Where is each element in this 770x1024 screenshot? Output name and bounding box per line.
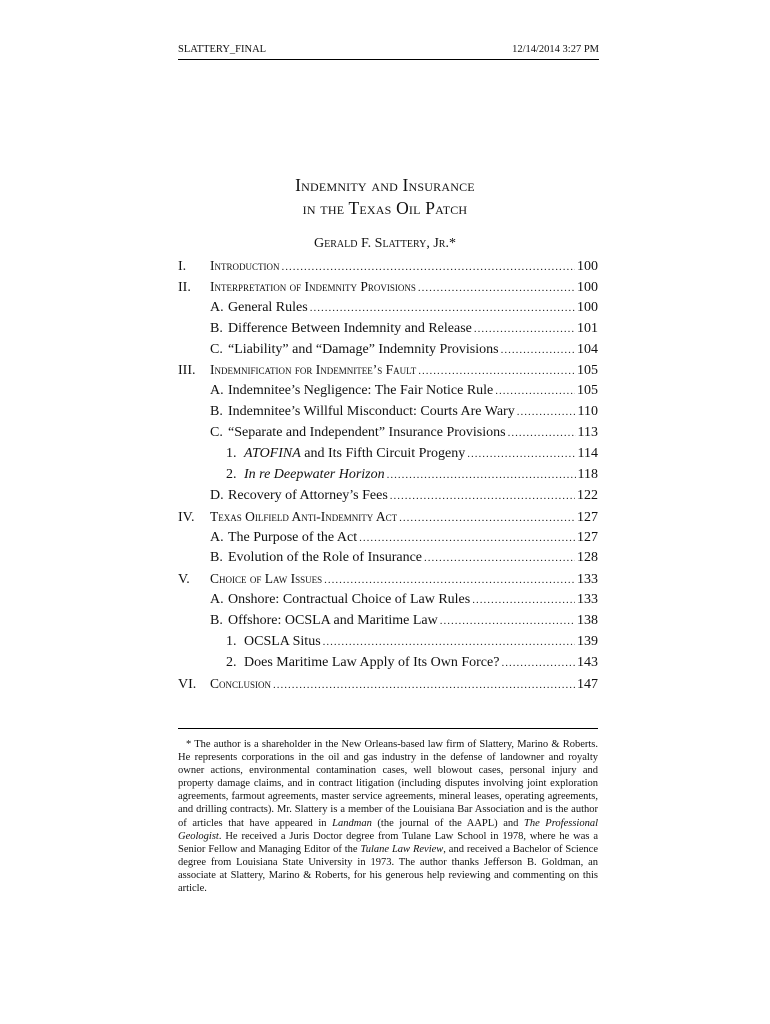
toc-leader-dots [508,427,576,439]
toc-entry-page: 118 [577,466,598,482]
toc-entry [178,530,598,551]
footnote-text-1: * The author is a shareholder in the New Orleans-based law firm of Slattery, Marino & Roberts. He represents corporations in the oil and gas industry in the defense of landowner and royalty owner actions, environmental contamination cases, well blowout cases, personal injury and property damage claims, and in contract litigation (including disputes involving joint exploration agreements, farmout agreements, master service agreements, mineral leases, operating agreements, and drilling contracts). Mr. Slattery is a member of the Louisiana Bar Association and is the author of articles that have appeared in [178,739,598,829]
toc-entry [178,258,598,279]
toc-entry-number: 1. [226,634,237,650]
toc-entry-label: Onshore: Contractual Choice of Law Rules [228,592,471,608]
running-header [178,44,599,60]
toc-leader-dots [501,657,575,669]
toc-entry-page: 104 [577,341,598,357]
toc-leader-dots [310,302,575,314]
toc-entry-label-rest: and Its Fifth Circuit Progeny [300,446,466,462]
toc-entry-number: B. [210,404,223,420]
toc-entry-number: 2. [226,654,237,670]
toc-leader-dots [467,448,575,460]
toc-entry [178,342,598,363]
table-of-contents [178,258,598,697]
footnote-italic-3: Tulane Law Review [360,843,444,855]
title-line-2: in the Texas Oil Patch [302,198,468,218]
toc-entry-page: 143 [577,654,598,670]
toc-entry-page: 100 [577,299,598,315]
toc-leader-dots [323,636,575,648]
toc-entry-page: 100 [577,279,598,295]
toc-entry-number: IV. [178,509,195,525]
toc-entry-number: A. [210,383,224,399]
toc-entry-label: OCSLA Situs [244,634,321,650]
toc-entry [178,655,598,676]
toc-entry-number: A. [210,529,224,545]
toc-entry-label: “Liability” and “Damage” Indemnity Provisions [228,341,499,357]
toc-entry [178,383,598,404]
footnote-italic-1: Landman [332,817,372,829]
toc-entry-page: 101 [577,320,598,336]
toc-entry-page: 139 [577,634,598,650]
toc-entry-number: B. [210,550,223,566]
footnote-text-2: (the journal of the AAPL) and [371,817,524,829]
toc-entry-label: Offshore: OCSLA and Maritime Law [228,613,438,629]
toc-leader-dots [495,385,575,397]
header-right: 12/14/2014 3:27 PM [512,44,599,55]
toc-leader-dots [472,594,575,606]
toc-entry-label: Recovery of Attorney’s Fees [228,487,388,503]
author-footnote [178,738,598,895]
toc-entry-page: 105 [577,383,598,399]
toc-entry-label-italic: ATOFINA [244,446,301,462]
toc-leader-dots [418,282,575,294]
toc-leader-dots [474,323,575,335]
toc-entry-number: 2. [226,466,237,482]
toc-entry-page: 127 [577,529,598,545]
toc-leader-dots [273,679,575,691]
toc-entry [178,488,598,509]
toc-entry-number: V. [178,572,190,588]
toc-entry [178,446,598,467]
toc-leader-dots [359,532,575,544]
author-name: Gerald F. Slattery, Jr.* [314,236,456,251]
toc-entry-label [244,467,385,483]
toc-entry-number: VI. [178,676,197,692]
toc-entry [178,509,598,530]
title-line-1: Indemnity and Insurance [295,175,475,195]
toc-entry-label: Interpretation of Indemnity Provisions [210,278,416,294]
toc-entry-number: 1. [226,446,237,462]
toc-entry-page: 113 [577,425,598,441]
toc-entry-number: A. [210,592,224,608]
toc-entry-page: 127 [577,509,598,525]
toc-entry-number: B. [210,613,223,629]
toc-entry-number: II. [178,279,191,295]
toc-entry-page: 110 [577,404,598,420]
toc-entry-number: C. [210,425,223,441]
toc-leader-dots [440,615,575,627]
toc-entry-label: Indemnification for Indemnitee’s Fault [210,362,417,378]
toc-entry-label: Conclusion [210,675,272,691]
toc-entry-label: Introduction [210,258,280,273]
footnote-text-3: . He received a Juris Doctor degree from Tulane Law School in 1978, where he was a Senior Fellow and Managing Editor of the [178,830,598,855]
toc-entry [178,425,598,446]
toc-entry-number: A. [210,299,224,315]
toc-entry [178,676,598,697]
toc-entry-page: 138 [577,613,598,629]
title-block [150,174,620,253]
toc-entry [178,300,598,321]
toc-leader-dots [282,261,576,273]
toc-entry-label: Indemnitee’s Willful Misconduct: Courts Are Wary [228,404,515,420]
toc-leader-dots [390,490,575,502]
toc-leader-dots [424,552,575,564]
toc-entry [178,613,598,634]
toc-entry-number: I. [178,259,187,274]
toc-entry-label: Choice of Law Issues [210,571,323,587]
toc-entry [178,404,598,425]
toc-entry [178,279,598,300]
toc-entry-label-italic: In re Deepwater Horizon [244,466,385,482]
footnote-text-4: , and received a Bachelor of Science degree from Louisiana State University in 1973. The author thanks Jefferson B. Goldman, an associate at Slattery, Marino & Roberts, for his generous help reviewing and commenting on this article. [178,843,599,895]
toc-entry-number: B. [210,320,223,336]
toc-leader-dots [324,574,575,586]
toc-entry-page: 122 [577,487,598,503]
toc-leader-dots [399,512,575,524]
toc-leader-dots [418,365,575,377]
toc-entry-label: The Purpose of the Act [228,529,358,545]
toc-entry-page: 133 [577,592,598,608]
toc-entry-label [244,446,465,462]
toc-entry-page: 147 [577,676,598,692]
header-left: SLATTERY_FINAL [178,44,267,55]
toc-entry-page: 133 [577,572,598,588]
toc-entry [178,592,598,613]
toc-entry-page: 100 [577,259,598,274]
toc-entry-page: 128 [577,550,598,566]
toc-entry-label: “Separate and Independent” Insurance Provisions [228,425,506,441]
footnote-rule [178,728,598,729]
toc-entry-label: Texas Oilfield Anti-Indemnity Act [210,508,398,524]
toc-entry-page: 114 [577,446,598,462]
toc-entry-number: III. [178,363,196,379]
toc-leader-dots [517,406,576,418]
toc-entry [178,550,598,571]
toc-entry [178,571,598,592]
toc-entry-label: Does Maritime Law Apply of Its Own Force? [244,654,500,670]
toc-entry-label: Indemnitee’s Negligence: The Fair Notice Rule [228,383,494,399]
toc-leader-dots [501,344,575,356]
toc-entry [178,467,598,488]
toc-entry-number: C. [210,341,223,357]
toc-entry-label: Difference Between Indemnity and Release [228,320,472,336]
footnote-italic-2: The Professional Geologist [178,817,599,842]
toc-entry-page: 105 [577,363,598,379]
toc-entry [178,321,598,342]
toc-entry [178,362,598,383]
toc-leader-dots [387,469,576,481]
toc-entry-label: General Rules [228,299,308,315]
toc-entry [178,634,598,655]
toc-entry-number: D. [210,487,224,503]
toc-entry-label: Evolution of the Role of Insurance [228,550,423,566]
